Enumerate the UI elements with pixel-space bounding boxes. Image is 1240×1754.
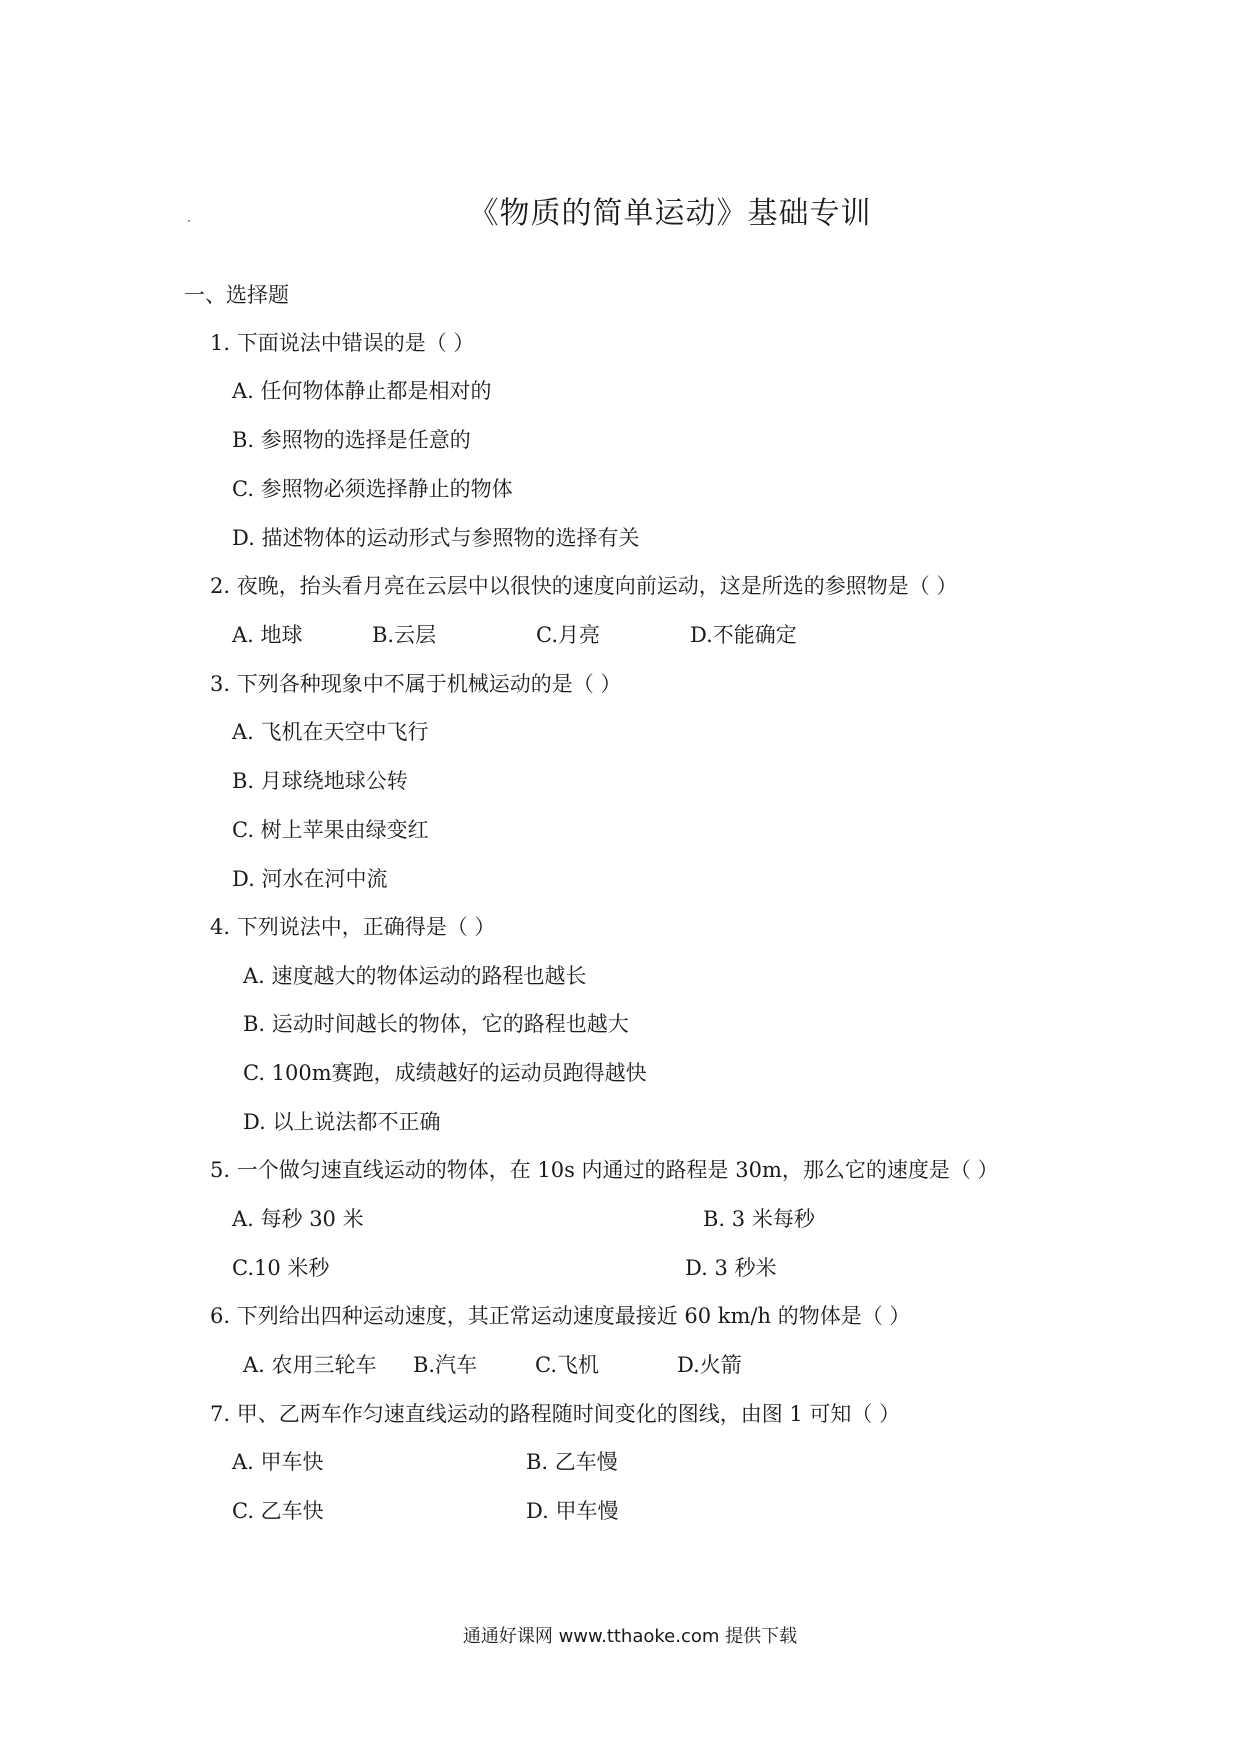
- question-6-option-c: C.飞机: [535, 1353, 599, 1377]
- question-7-option-b: B. 乙车慢: [526, 1450, 618, 1474]
- scan-speck: [188, 220, 190, 222]
- question-1-stem: 1. 下面说法中错误的是（ ）: [210, 331, 475, 355]
- question-1-option-c: C. 参照物必须选择静止的物体: [232, 477, 513, 501]
- question-7-stem: 7. 甲、乙两车作匀速直线运动的路程随时间变化的图线，由图 1 可知（ ）: [210, 1402, 901, 1426]
- question-1-option-d: D. 描述物体的运动形式与参照物的选择有关: [232, 526, 640, 550]
- question-3-option-a: A. 飞机在天空中飞行: [232, 720, 429, 744]
- question-3-stem: 3. 下列各种现象中不属于机械运动的是（ ）: [210, 672, 622, 696]
- question-6-option-a: A. 农用三轮车: [243, 1353, 377, 1377]
- question-3-option-b: B. 月球绕地球公转: [232, 769, 408, 793]
- question-2-option-a: A. 地球: [232, 623, 303, 647]
- question-6-option-b: B.汽车: [413, 1353, 478, 1377]
- document-title: 《物质的简单运动》基础专训: [468, 196, 872, 231]
- question-5-option-d: D. 3 秒米: [685, 1256, 777, 1280]
- question-3-option-c: C. 树上苹果由绿变红: [232, 818, 429, 842]
- question-1-option-b: B. 参照物的选择是任意的: [232, 428, 471, 452]
- question-6-options: [243, 1352, 742, 1378]
- question-3-option-d: D. 河水在河中流: [232, 867, 388, 891]
- question-6-option-d: D.火箭: [677, 1353, 742, 1377]
- question-1-option-a: A. 任何物体静止都是相对的: [232, 379, 492, 403]
- question-2-stem: 2. 夜晚，抬头看月亮在云层中以很快的速度向前运动，这是所选的参照物是（ ）: [210, 574, 958, 598]
- question-5-stem: 5. 一个做匀速直线运动的物体，在 10s 内通过的路程是 30m，那么它的速度是（ ）: [210, 1158, 999, 1182]
- question-2-option-d: D.不能确定: [690, 623, 797, 647]
- question-4-option-c: C. 100m赛跑，成绩越好的运动员跑得越快: [243, 1061, 647, 1085]
- question-4-option-a: A. 速度越大的物体运动的路程也越长: [243, 964, 587, 988]
- question-2-option-c: C.月亮: [536, 623, 600, 647]
- question-2-option-b: B.云层: [372, 623, 437, 647]
- section-heading: 一、选择题: [184, 283, 289, 307]
- question-7-option-a: A. 甲车快: [232, 1450, 324, 1474]
- question-5-option-a: A. 每秒 30 米: [232, 1207, 364, 1231]
- question-4-option-d: D. 以上说法都不正确: [243, 1110, 441, 1134]
- question-6-stem: 6. 下列给出四种运动速度，其正常运动速度最接近 60 km/h 的物体是（ ）: [210, 1304, 911, 1328]
- question-7-option-d: D. 甲车慢: [526, 1499, 619, 1523]
- question-5-option-b: B. 3 米每秒: [703, 1207, 815, 1231]
- question-5-option-c: C.10 米秒: [232, 1256, 330, 1280]
- question-2-options: [232, 622, 797, 648]
- question-4-option-b: B. 运动时间越长的物体，它的路程也越大: [243, 1012, 629, 1036]
- footer-credit: 通通好课网 www.tthaoke.com 提供下载: [462, 1626, 798, 1647]
- question-4-stem: 4. 下列说法中，正确得是（ ）: [210, 915, 496, 939]
- question-7-option-c: C. 乙车快: [232, 1499, 324, 1523]
